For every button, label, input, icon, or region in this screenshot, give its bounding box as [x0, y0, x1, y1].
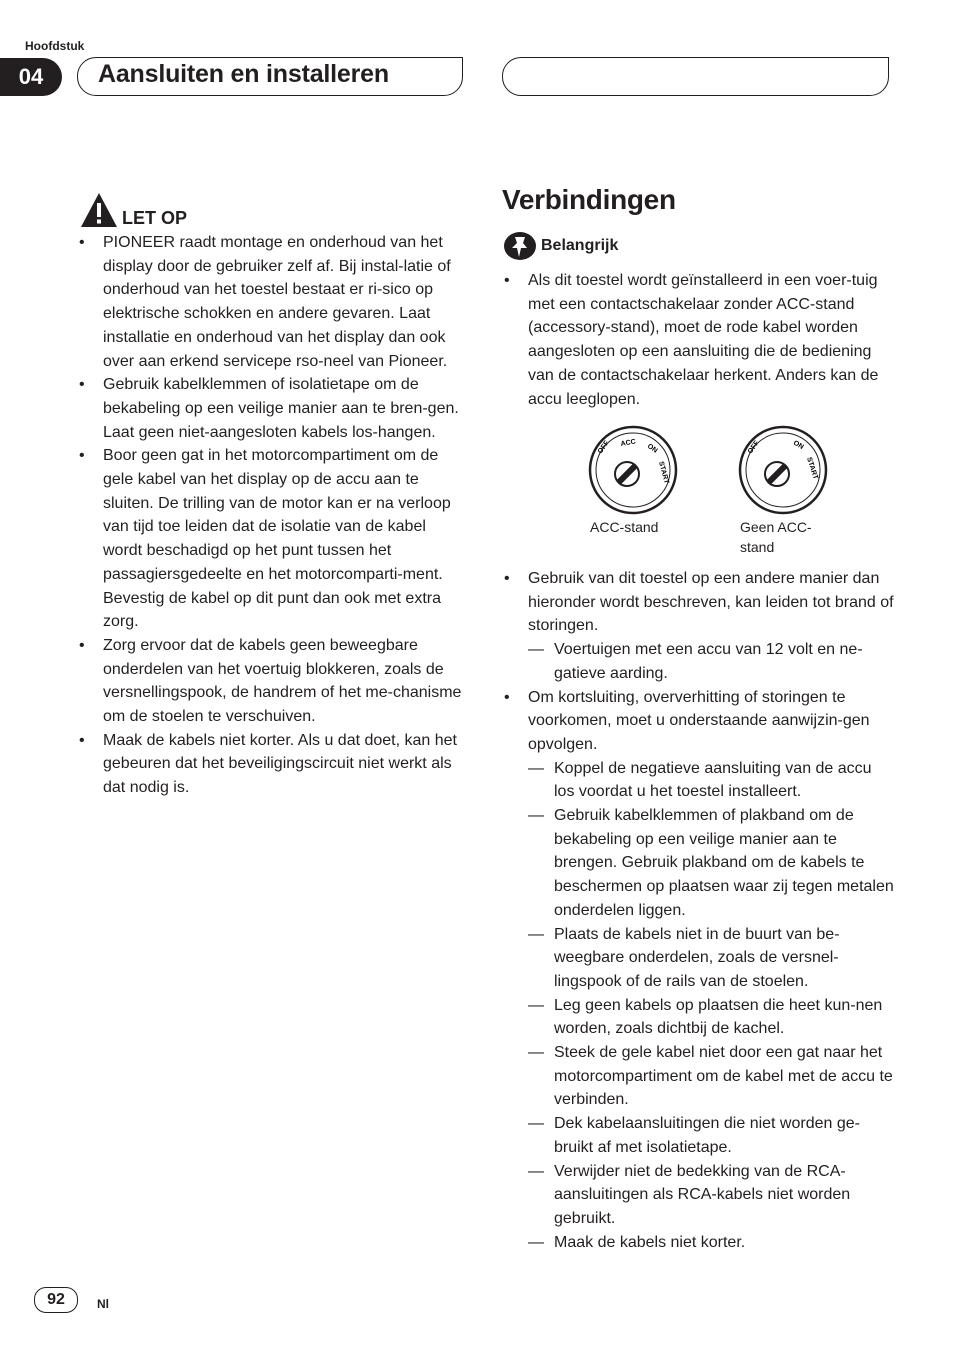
acc-caption: ACC-stand — [590, 519, 659, 535]
noacc-caption — [740, 517, 812, 557]
label-start: START — [805, 456, 819, 481]
chapter-title: Aansluiten en installeren — [98, 60, 389, 88]
sub-item-text: Leg geen kabels op plaatsen die heet kun-nen worden, zoals dichtbij de kachel. — [554, 996, 883, 1038]
noacc-caption-line: Geen ACC- — [740, 519, 812, 535]
sub-item: — Maak de kabels niet korter. — [528, 1233, 746, 1251]
sub-item: — Gebruik kabelklemmen of plakband om de bekabeling op een veilige manier aan te brengen. Gebruik plakband om de kabels te beschermen op plaatsen waar zij tegen metalen onderdelen liggen. — [528, 807, 894, 919]
sub-item-text: Steek de gele kabel niet door een gat naar het motorcompartiment om de kabel met de accu te verbinden. — [554, 1044, 893, 1109]
sub-item: — Steek de gele kabel niet door een gat naar het motorcompartiment om de kabel met de accu te verbinden. — [528, 1044, 893, 1109]
section-title: Verbindingen — [502, 184, 676, 215]
list-item-text: Zorg ervoor dat de kabels geen beweegbare onderdelen van het voertuig blokkeren, zoals de versnellingspook, de handrem of het me-chanisme om de stoelen te verschuiven. — [103, 636, 462, 726]
list-item-text: Om kortsluiting, oververhitting of storingen te voorkomen, moet u onderstaande aanwijzin-gen opvolgen. — [528, 688, 870, 753]
sub-item-text: Voertuigen met een accu van 12 volt en ne-gatieve aarding. — [554, 641, 863, 682]
list-item: • Als dit toestel wordt geïnstalleerd in een voer-tuig met een contactschakelaar zonder ACC-stand (accessory-stand), moet de rode kabel worden aangesloten op een aansluiting die de bediening van de contactschakelaar herkent. Anders kan de accu leeglopen. — [504, 272, 879, 408]
important-heading — [503, 231, 618, 261]
label-off: OFF — [596, 439, 611, 456]
label-on: ON — [645, 442, 659, 455]
important-label: Belangrijk — [541, 237, 619, 254]
list-item-text: Gebruik kabelklemmen of isolatietape om de bekabeling op een veilige manier aan te bren-gen. Laat geen niet-aangesloten kabels los-hangen. — [103, 376, 459, 441]
sub-item-text: Verwijder niet de bedekking van de RCA-aansluitingen als RCA-kabels niet worden gebruikt. — [554, 1162, 851, 1227]
caution-list — [79, 231, 469, 800]
list-item: • Zorg ervoor dat de kabels geen beweegbare onderdelen van het voertuig blokkeren, zoals de versnellingspook, de handrem of het me-chanisme om de stoelen te verschuiven. — [79, 636, 462, 726]
sub-item: — Dek kabelaansluitingen die niet worden ge-bruikt af met isolatietape. — [528, 1115, 860, 1156]
list-item-text: Boor geen gat in het motorcompartiment om de gele kabel van het display op de accu aan te sluiten. De trilling van de motor kan er na verloop van tijd toe leiden dat de isolatie van de kabel wordt beschadigd op het punt tussen het passagiersgedeelte en het motorcomparti-ment. Bevestig de kabel op dit punt dan ook met extra zorg. — [103, 447, 451, 631]
sub-item: — Plaats de kabels niet in de buurt van be-weegbare onderdelen, zoals de versnel-lingspook of de rails van de stoelen. — [528, 925, 840, 990]
sub-item: — Koppel de negatieve aansluiting van de accu los voordat u het toestel installeert. — [528, 759, 872, 801]
header-empty-frame — [502, 57, 889, 96]
language-code: Nl — [97, 1297, 109, 1311]
list-item: • Gebruik van dit toestel op een andere manier dan hieronder wordt beschreven, kan leiden tot brand of storingen. — Voertuigen met een accu van 12 volt en ne-gatieve aarding. — [504, 567, 894, 686]
list-item-text: Gebruik van dit toestel op een andere manier dan hieronder wordt beschreven, kan leiden tot brand of storingen. — [528, 570, 894, 635]
noacc-caption-line: stand — [740, 539, 775, 555]
sub-item-text: Gebruik kabelklemmen of plakband om de bekabeling op een veilige manier aan te brengen. Gebruik plakband om de kabels te beschermen op plaatsen waar zij tegen metalen onderdelen liggen. — [554, 807, 894, 919]
ignition-acc-figure — [587, 424, 679, 516]
chapter-label: Hoofdstuk — [25, 39, 85, 53]
sub-item: — Verwijder niet de bedekking van de RCA-aansluitingen als RCA-kabels niet worden gebruikt. — [528, 1162, 851, 1227]
caution-title: LET OP — [122, 208, 188, 228]
warning-icon — [80, 192, 118, 228]
sub-item-text: Koppel de negatieve aansluiting van de accu los voordat u het toestel installeert. — [554, 759, 872, 801]
label-start: START — [657, 460, 670, 485]
list-item-text: PIONEER raadt montage en onderhoud van het display door de gebruiker zelf af. Bij instal-latie of onderhoud van het toestel bestaat er ri-sico op elektrische schokken en andere gevaren. Laat installatie en onderhoud van het display dan ook over aan erkend servicepe rso-neel van Pioneer. — [103, 234, 451, 370]
label-on: ON — [792, 439, 805, 451]
sub-item-text: Plaats de kabels niet in de buurt van be-weegbare onderdelen, zoals de versnel-lingspook of de rails van de stoelen. — [554, 925, 840, 990]
important-pin-icon — [503, 231, 537, 261]
requirements-list — [504, 567, 894, 1254]
label-off: OFF — [746, 439, 761, 456]
list-item: • Maak de kabels niet korter. Als u dat doet, kan het gebeuren dat het beveiligingscircuit niet werkt als dat nodig is. — [79, 731, 457, 797]
list-item-text: Maak de kabels niet korter. Als u dat doet, kan het gebeuren dat het beveiligingscircuit niet werkt als dat nodig is. — [103, 731, 457, 797]
sub-item: — Leg geen kabels op plaatsen die heet kun-nen worden, zoals dichtbij de kachel. — [528, 996, 883, 1038]
list-item: • Boor geen gat in het motorcompartiment om de gele kabel van het display op de accu aan te sluiten. De trilling van de motor kan er na verloop van tijd toe leiden dat de isolatie van de kabel wordt beschadigd op het punt tussen het passagiersgedeelte en het motorcomparti-ment. Bevestig de kabel op dit punt dan ook met extra zorg. — [79, 447, 451, 631]
label-acc: ACC — [620, 438, 637, 448]
sub-item: — Voertuigen met een accu van 12 volt en ne-gatieve aarding. — [528, 641, 863, 682]
chapter-number: 04 — [0, 58, 62, 96]
sub-item-text: Dek kabelaansluitingen die niet worden ge-bruikt af met isolatietape. — [554, 1115, 860, 1156]
important-list — [504, 269, 894, 411]
sub-item-text: Maak de kabels niet korter. — [554, 1233, 746, 1251]
list-item: • PIONEER raadt montage en onderhoud van het display door de gebruiker zelf af. Bij instal-latie of onderhoud van het toestel bestaat er ri-sico op elektrische schokken en andere gevaren. Laat installatie en onderhoud van het display dan ook over aan erkend servicepe rso-neel van Pioneer. — [79, 234, 451, 370]
caution-heading — [80, 192, 187, 228]
ignition-noacc-figure — [737, 424, 829, 516]
page-number: 92 — [34, 1287, 78, 1313]
list-item: • Gebruik kabelklemmen of isolatietape om de bekabeling op een veilige manier aan te bren-gen. Laat geen niet-aangesloten kabels los-hangen. — [79, 376, 459, 441]
list-item-text: Als dit toestel wordt geïnstalleerd in een voer-tuig met een contactschakelaar zonder ACC-stand (accessory-stand), moet de rode kabel worden aangesloten op een aansluiting die de bediening van de contactschakelaar herkent. Anders kan de accu leeglopen. — [528, 272, 879, 408]
list-item: • Om kortsluiting, oververhitting of storingen te voorkomen, moet u onderstaande aanwijzin-gen opvolgen. — Koppel de negatieve aansluiting van de accu los voordat u het toestel installeert. — Gebruik kabelklemmen of plakband om de bekabeling op een veilige manier aan te brengen. Gebruik plakband om de kabels te beschermen op plaatsen waar zij tegen metalen onderdelen liggen. — Plaats de kabels niet in de buurt van be-weegbare onderdelen, zoals de versnel-lingspook of de rails van de stoelen. — Leg geen kabels op plaatsen die heet kun-nen worden, zoals dichtbij de kachel. — Steek de gele kabel niet door een gat naar het motorcompartiment om de kabel met de accu te verbinden. — Dek kabelaansluitingen die niet worden ge-bruikt af met isolatietape. — Verwijder niet de bedekking van de RCA-aansluitingen als RCA-kabels niet worden gebruikt. — Maak de kabels niet korter. — [504, 686, 894, 1255]
